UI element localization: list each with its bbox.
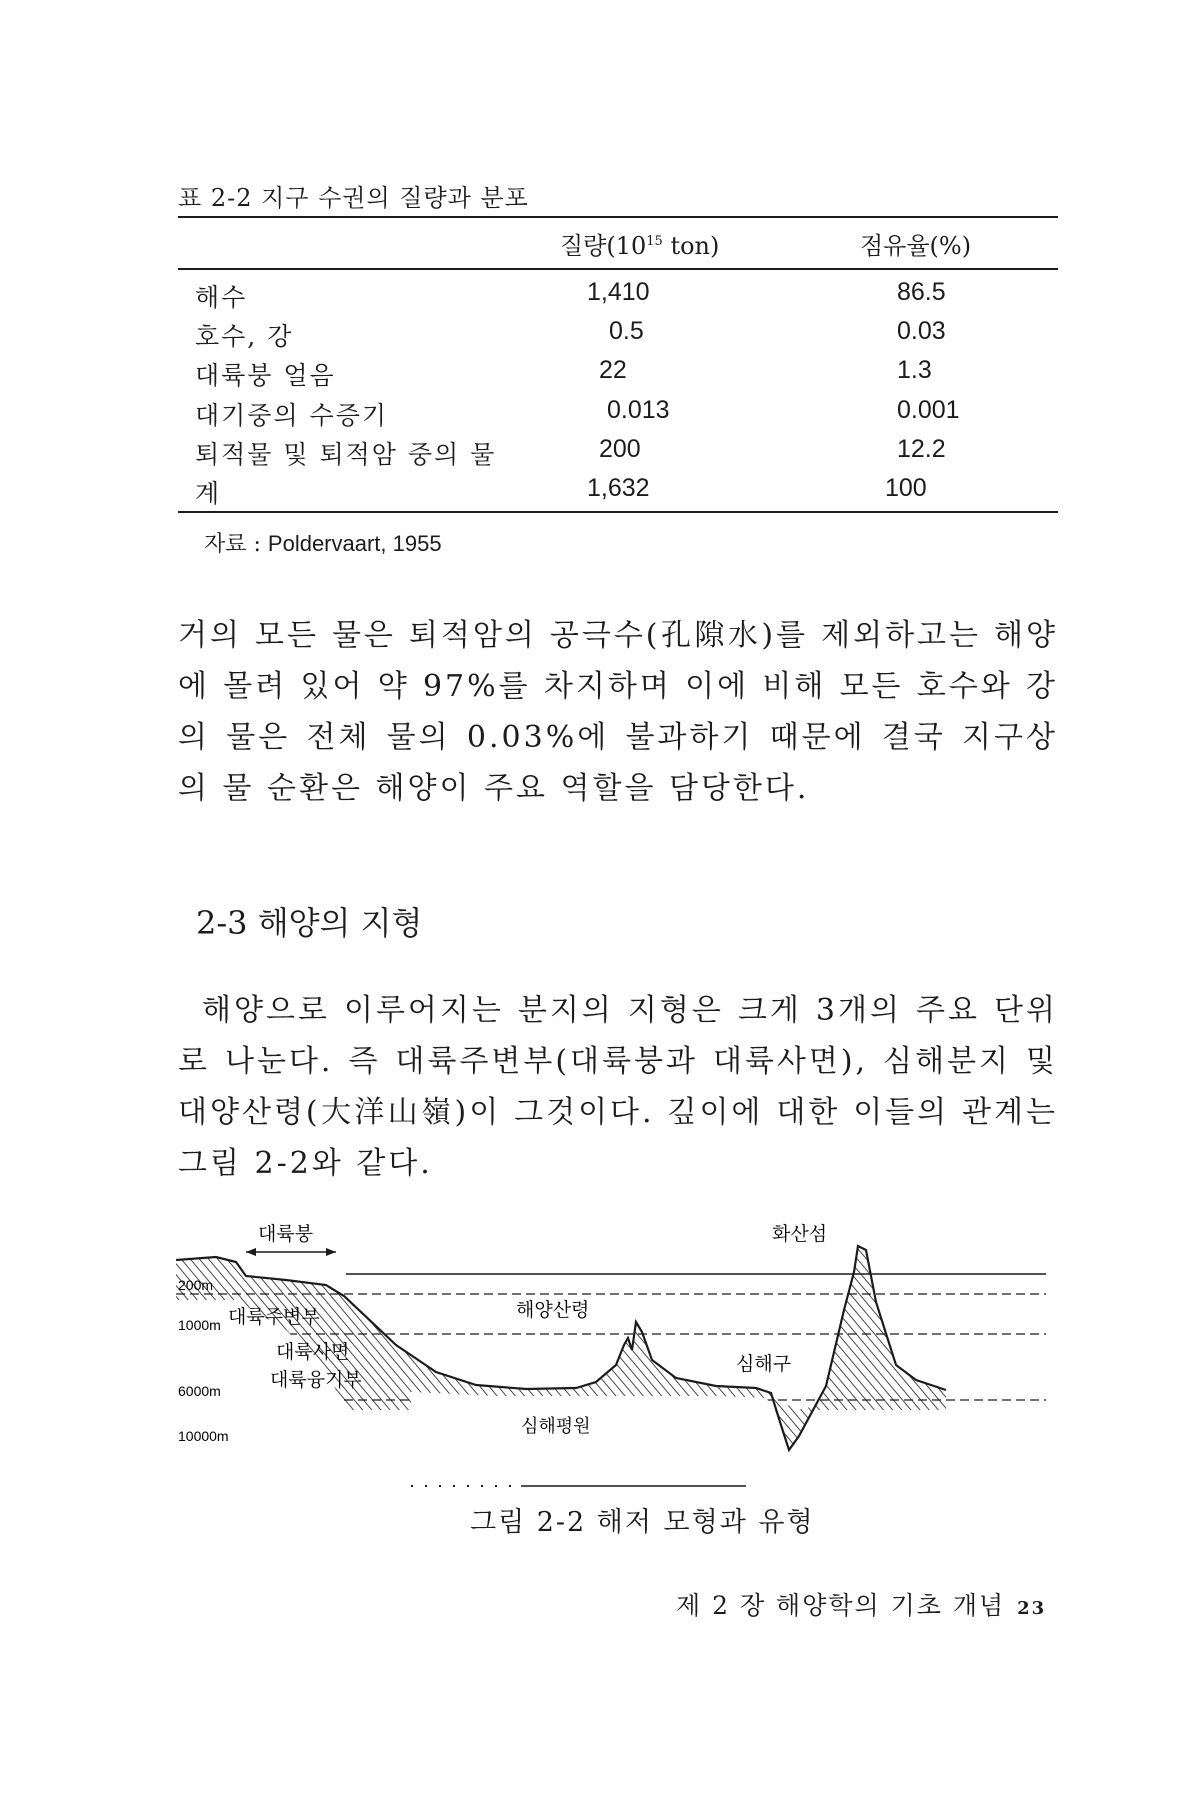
row-mass: 1,410 [587,278,650,306]
label-slope: 대륙사면 [276,1341,350,1363]
label-ridge: 해양산령 [516,1299,590,1321]
footer-chapter: 제 2 장 해양학의 기초 개념 [676,1591,1006,1620]
section-heading: 2-3 해양의 지형 [196,904,423,942]
table-row [195,317,1055,356]
shelf-arrow-left-head [246,1248,256,1256]
label-shelf: 대륙붕 [258,1223,314,1245]
depth-label-6000m: 6000m [178,1383,221,1399]
depth-label-1000m: 1000m [178,1317,221,1333]
paragraph-1: 거의 모든 물은 퇴적암의 공극수(孔隙水)를 제외하고는 해양에 몰려 있어 약 97%를 차지하며 이에 비해 모든 호수와 강의 물은 전체 물의 0.03%에 불과하기 때문에 결국 지구상의 물 순환은 해양이 주요 역할을 담당한다. [178,618,1058,806]
table-row [195,356,1055,395]
row-share: 86.5 [897,278,946,306]
row-share: 100 [885,473,927,502]
table-row [195,278,1055,317]
page-footer [676,1586,1046,1622]
row-label: 계 [195,478,222,508]
label-volcano: 화산섬 [772,1223,828,1245]
label-plain: 심해평원 [521,1416,591,1437]
table-row [195,396,1055,435]
table-header-rule [178,268,1058,270]
label-margin: 대륙주변부 [228,1306,320,1328]
page-number: 23 [1017,1598,1047,1619]
column-header-share: 점유율(%) [860,232,972,260]
label-rise: 대륙융기부 [270,1369,362,1391]
table-row [195,474,1055,513]
row-mass: 0.5 [609,317,644,346]
seafloor-profile-figure [176,1210,1066,1500]
table-top-rule [178,216,1058,218]
depth-label-10000m: 10000m [178,1428,229,1444]
row-label: 대기중의 수증기 [195,400,388,430]
row-share: 1.3 [897,356,932,385]
table-source: 자료 : Poldervaart, 1955 [204,531,442,557]
column-header-mass: 질량($10^{15}$ ton) [560,232,720,260]
row-label: 해수 [195,283,248,312]
depth-label-200m: 200m [178,1277,214,1293]
row-label: 호수, 강 [195,322,294,352]
row-mass: 22 [599,356,627,385]
row-share: 12.2 [897,434,946,463]
table-body [195,278,1055,513]
row-share: 0.001 [897,395,960,424]
label-trench: 심해구 [736,1353,792,1375]
paragraph-2: 해양으로 이루어지는 분지의 지형은 크게 3개의 주요 단위로 나눈다. 즉 대륙주변부(대륙붕과 대륙사면), 심해분지 및 대양산령(大洋山嶺)이 그것이다. 깊이에 대한 이들의 관계는 그림 2-2와 같다. [178,993,1058,1181]
table-bottom-rule [178,511,1058,513]
row-mass: 0.013 [607,395,670,424]
row-mass: 200 [599,434,641,463]
shelf-arrow-right-head [326,1248,336,1256]
table-row [195,435,1055,474]
row-label: 퇴적물 및 퇴적암 중의 물 [195,439,497,469]
row-share: 0.03 [897,317,946,346]
figure-caption: 그림 2-2 해저 모형과 유형 [470,1507,815,1538]
table-caption: 표 2-2 지구 수권의 질량과 분포 [178,184,529,212]
row-label: 대륙붕 얼음 [195,361,336,391]
row-mass: 1,632 [587,473,650,502]
